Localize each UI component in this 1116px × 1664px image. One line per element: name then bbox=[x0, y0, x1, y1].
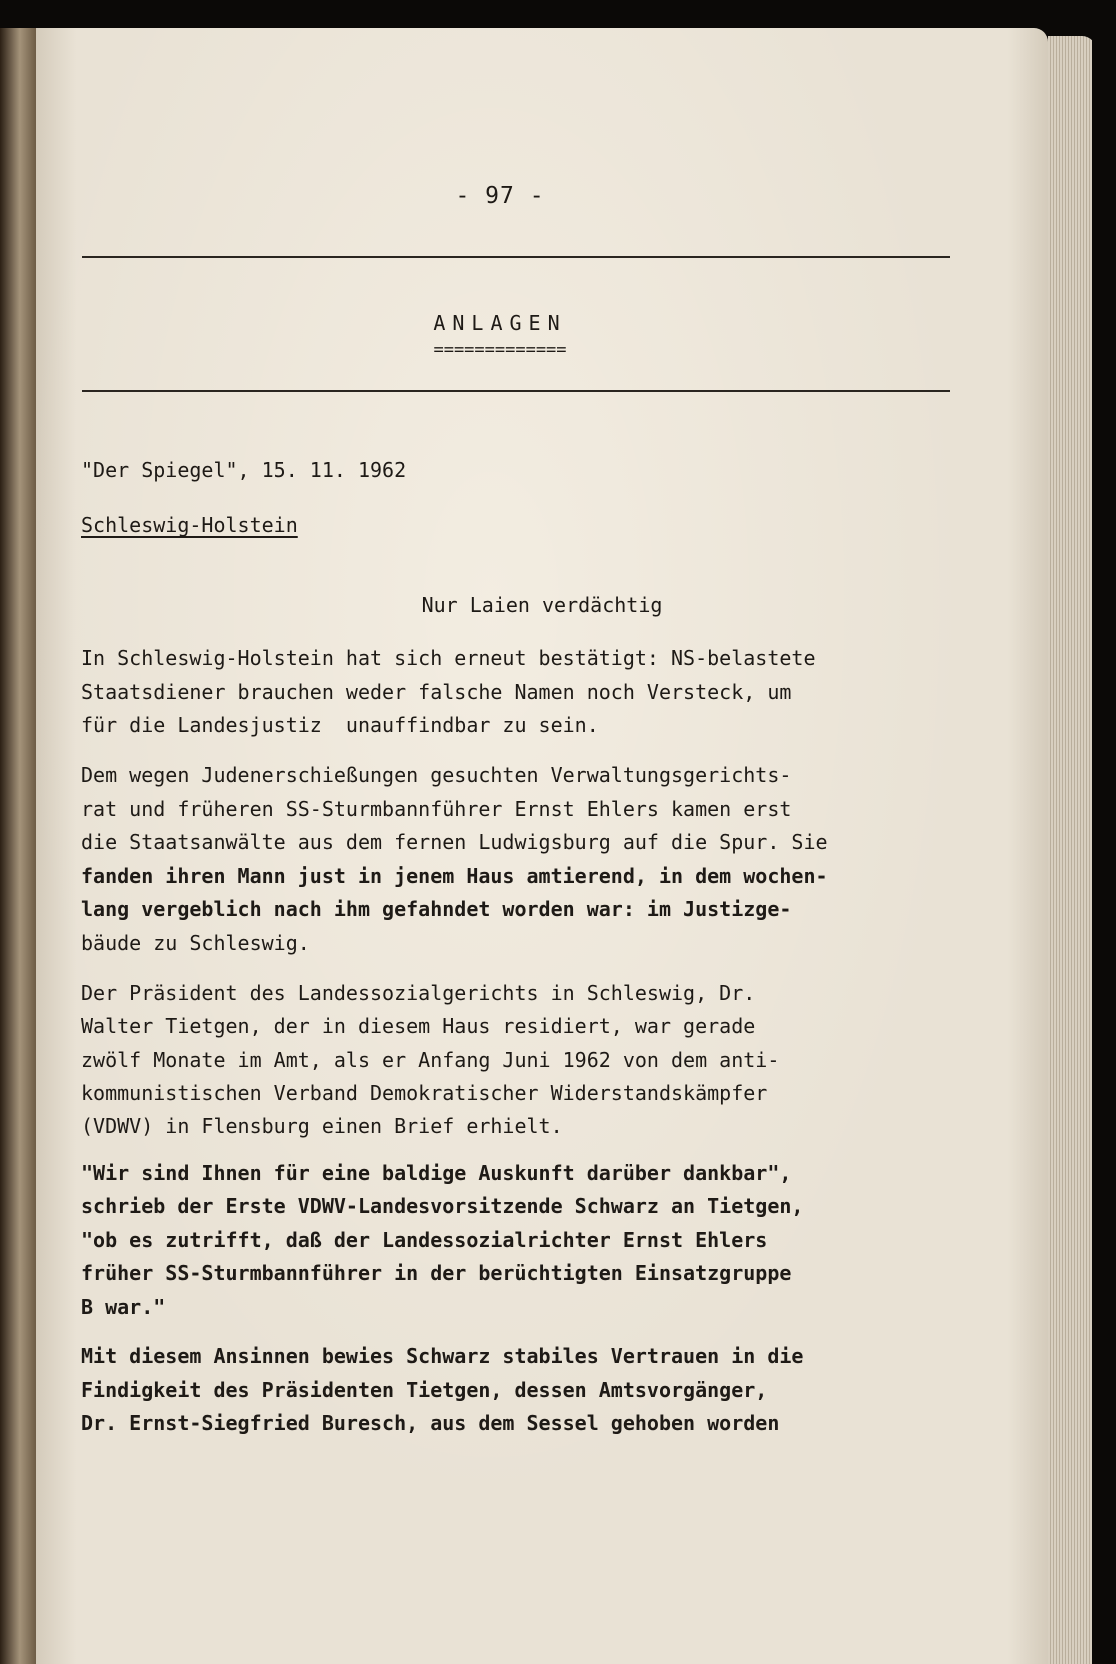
paragraph-4-line-5: B war." bbox=[81, 1295, 166, 1319]
paragraph-1-line-2: Staatsdiener brauchen weder falsche Namen noch Versteck, um bbox=[81, 680, 792, 704]
paragraph-2-line-5: lang vergeblich nach ihm gefahndet worden war: im Justizge- bbox=[81, 897, 792, 921]
paragraph-2-line-6: bäude zu Schleswig. bbox=[81, 931, 310, 955]
paragraph-5-line-1: Mit diesem Ansinnen bewies Schwarz stabiles Vertrauen in die bbox=[81, 1344, 804, 1368]
page-number: - 97 - bbox=[455, 183, 545, 209]
paragraph-2-line-4: fanden ihren Mann just in jenem Haus amtierend, in dem wochen- bbox=[81, 864, 828, 888]
paragraph-2-line-3: die Staatsanwälte aus dem fernen Ludwigsburg auf die Spur. Sie bbox=[81, 830, 828, 854]
bottom-rule-divider bbox=[82, 390, 950, 392]
paragraph-3-line-4: kommunistischen Verband Demokratischer Widerstandskämpfer bbox=[81, 1081, 768, 1105]
source-citation: "Der Spiegel", 15. 11. 1962 bbox=[81, 458, 407, 482]
rubric-heading: Schleswig-Holstein bbox=[81, 513, 298, 537]
document-page bbox=[36, 28, 1048, 1664]
paragraph-4-line-3: "ob es zutrifft, daß der Landessozialrichter Ernst Ehlers bbox=[81, 1228, 768, 1252]
article-title: Nur Laien verdächtig bbox=[421, 593, 663, 617]
paragraph-2-line-1: Dem wegen Judenerschießungen gesuchten Verwaltungsgerichts- bbox=[81, 763, 792, 787]
paragraph-4-line-4: früher SS-Sturmbannführer in der berüchtigten Einsatzgruppe bbox=[81, 1261, 792, 1285]
paragraph-1-line-1: In Schleswig-Holstein hat sich erneut bestätigt: NS-belastete bbox=[81, 646, 816, 670]
paragraph-2-line-2: rat und früheren SS-Sturmbannführer Ernst Ehlers kamen erst bbox=[81, 797, 792, 821]
paragraph-5-line-3: Dr. Ernst-Siegfried Buresch, aus dem Sessel gehoben worden bbox=[81, 1411, 780, 1435]
paragraph-3-line-3: zwölf Monate im Amt, als er Anfang Juni 1962 von dem anti- bbox=[81, 1048, 780, 1072]
section-heading: ANLAGEN bbox=[433, 311, 567, 335]
paragraph-3-line-5: (VDWV) in Flensburg einen Brief erhielt. bbox=[81, 1114, 563, 1138]
page-stack-edge bbox=[1048, 36, 1096, 1664]
previous-page-edge bbox=[0, 28, 36, 1664]
paragraph-3-line-2: Walter Tietgen, der in diesem Haus residiert, war gerade bbox=[81, 1014, 756, 1038]
page-stack-shadow bbox=[1092, 40, 1116, 1664]
paragraph-1-line-3: für die Landesjustiz unauffindbar zu sein. bbox=[81, 713, 599, 737]
top-rule-divider bbox=[82, 256, 950, 258]
paragraph-4-line-2: schrieb der Erste VDWV-Landesvorsitzende Schwarz an Tietgen, bbox=[81, 1194, 804, 1218]
section-heading-underline: ============= bbox=[433, 340, 567, 360]
page-content bbox=[36, 28, 1048, 1664]
paragraph-3-line-1: Der Präsident des Landessozialgerichts in Schleswig, Dr. bbox=[81, 981, 756, 1005]
paragraph-5-line-2: Findigkeit des Präsidenten Tietgen, dessen Amtsvorgänger, bbox=[81, 1378, 768, 1402]
paragraph-4-line-1: "Wir sind Ihnen für eine baldige Auskunft darüber dankbar", bbox=[81, 1161, 792, 1185]
